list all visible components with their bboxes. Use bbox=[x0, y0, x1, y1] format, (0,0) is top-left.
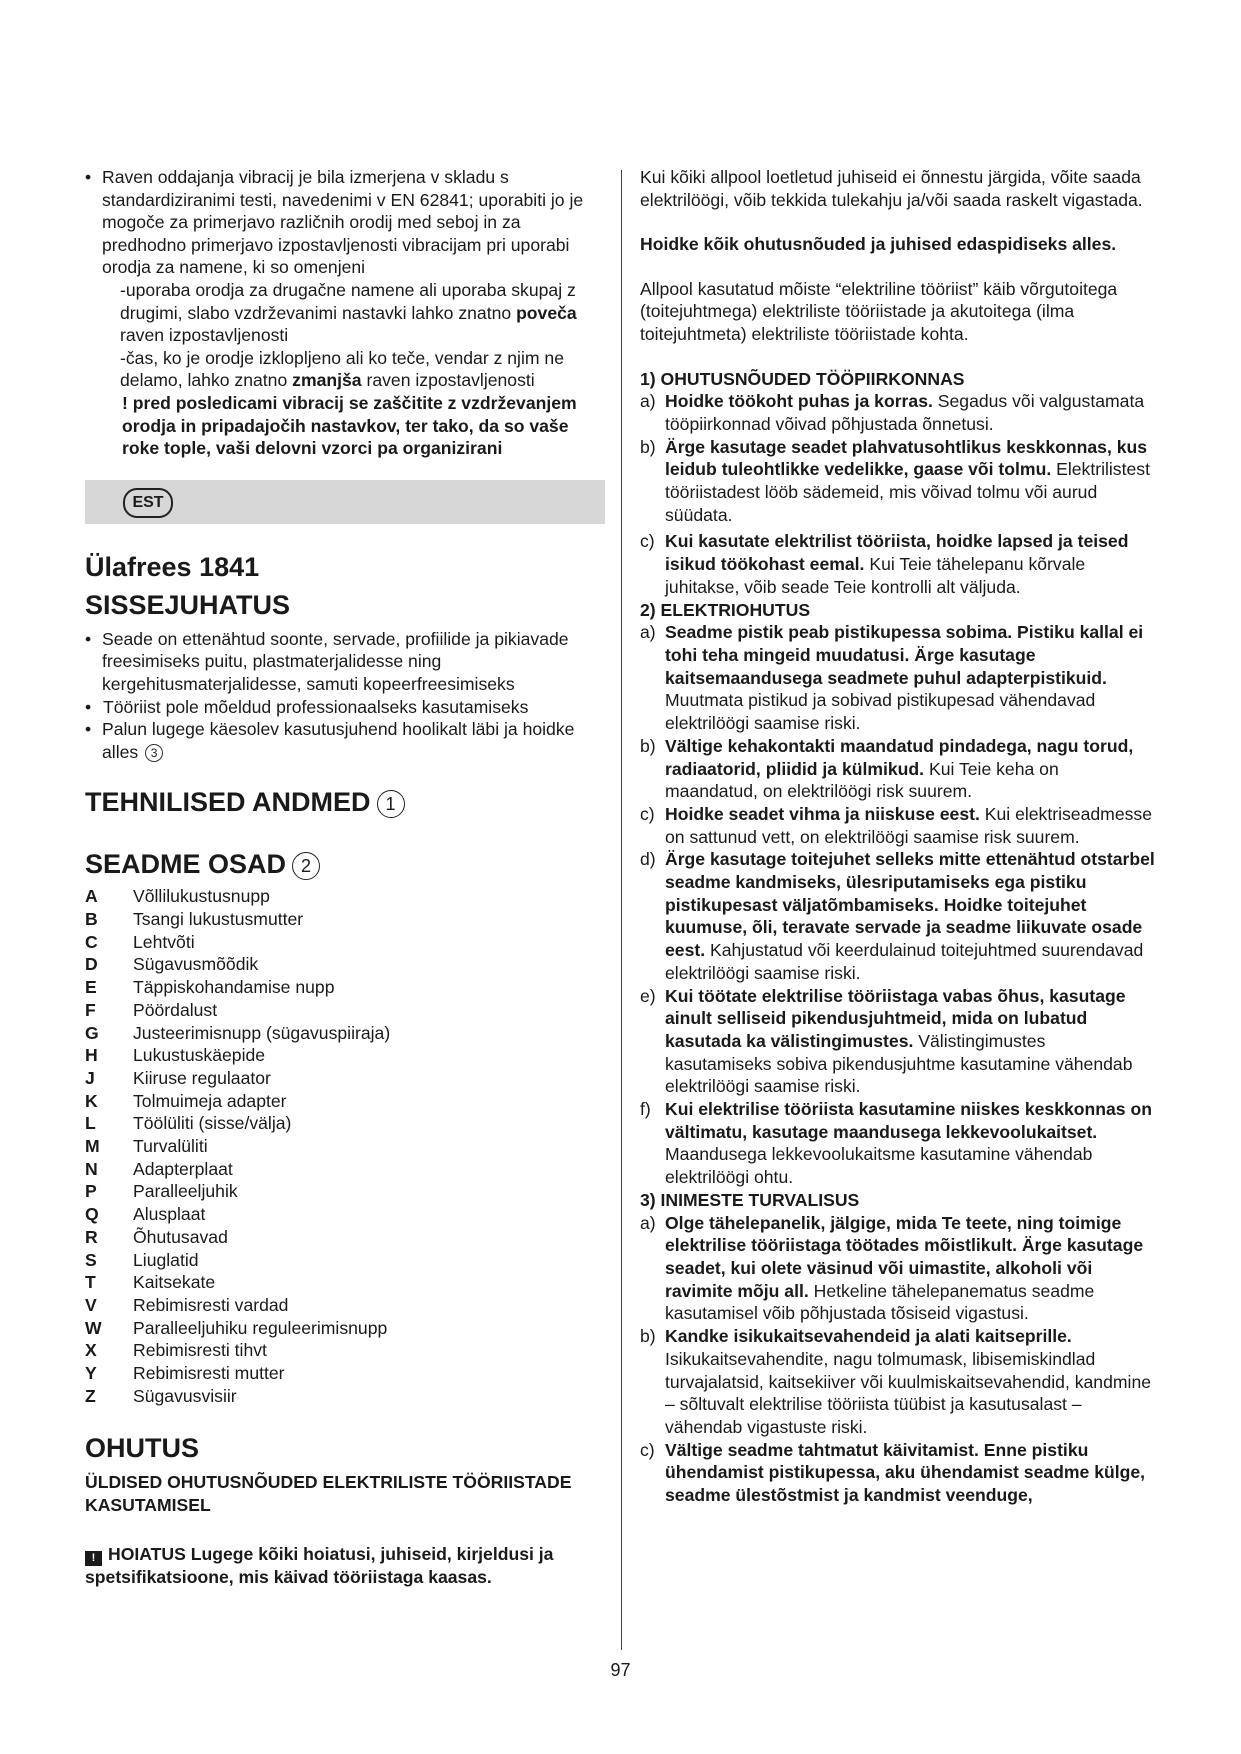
safety-intro-2: Hoidke kõik ohutusnõuded ja juhised edaspidiseks alles. bbox=[640, 234, 1117, 255]
list-item: C Lehtvõti bbox=[85, 931, 195, 952]
list-item: R Õhutusavad bbox=[85, 1226, 228, 1247]
list-item: d) Ärge kasutage toitejuhet selleks mitte ettenähtud otstarbel seadme kandmiseks, ülesriputamiseks ega pistiku pistikupesast väljatõmbamiseks. Hoidke toitejuhet kuumuse, õli, teravate servade ja seadme liikuvate osade eest. Kahjustatud või keerdulainud toitejuhtmed suurendavad elektrilöögi saamise riski. bbox=[640, 849, 1155, 983]
list-item: a) Hoidke töökoht puhas ja korras. Segadus või valgustamata tööpiirkonnad võivad põhjustada õnnetusi. bbox=[640, 391, 1145, 434]
safety-intro-3: Allpool kasutatud mõiste “elektriline tööriist” käib võrgutoitega (toitejuhtmega) elektriliste tööriistade ja akutoitega (ilma toitejuhtmeta) elektriliste tööriistade kohta. bbox=[640, 278, 1118, 344]
figure-ref: 3 bbox=[145, 744, 163, 762]
safety-title: OHUTUS bbox=[85, 1433, 199, 1464]
list-item: J Kiiruse regulaator bbox=[85, 1067, 271, 1088]
list-item: A Võllilukustusnupp bbox=[85, 886, 270, 907]
list-item: a) Seadme pistik peab pistikupessa sobima. Pistiku kallal ei tohi teha mingeid muudatusi. Ärge kasutage kaitsemaandusega seadmete puhul adapterpistikuid. Muutmata pistikud ja sobivad pistikupesad vähendavad elektrilöögi saamise riski. bbox=[640, 622, 1144, 734]
column-divider bbox=[621, 170, 622, 1650]
vibration-bullet: • Raven oddajanja vibracij je bila izmerjena v skladu s standardiziranimi testi, navedenimi v EN 62841; uporabiti jo je mogoče za primerjavo različnih orodij med seboj in za predhodno primerjavo izpostavljenosti vibracijam pri uporabi orodja za namene, ki so omenjeni bbox=[85, 166, 605, 279]
list-item: M Turvalüliti bbox=[85, 1136, 208, 1157]
list-item: S Liuglatid bbox=[85, 1249, 199, 1270]
list-item: b) Vältige kehakontakti maandatud pindadega, nagu torud, radiaatorid, pliidid ja külmikud. Kui Teie keha on maandatud, on elektrilöögi risk suurem. bbox=[640, 735, 1134, 802]
list-item: W Paralleeljuhiku reguleerimisnupp bbox=[85, 1317, 388, 1338]
list-item: c) Vältige seadme tahtmatut käivitamist. Enne pistiku ühendamist pistikupessa, aku ühendamist seadme külge, seadme ülestõstmist ja kandmist veenduge, bbox=[640, 1439, 1146, 1506]
list-item: T Kaitsekate bbox=[85, 1272, 216, 1293]
list-item: Z Sügavusvisiir bbox=[85, 1385, 237, 1406]
list-item: B Tsangi lukustusmutter bbox=[85, 908, 304, 929]
page-number: 97 bbox=[610, 1660, 631, 1680]
vibration-sub-1: -uporaba orodja za drugačne namene ali uporaba skupaj z drugimi, slabo vzdrževanimi nastavki lahko znatno poveča raven izpostavljenosti bbox=[120, 279, 577, 346]
vibration-sub-2: -čas, ko je orodje izklopljeno ali ko teče, vendar z njim ne delamo, lahko znatno zmanjša raven izpostavljenosti bbox=[120, 347, 564, 391]
parts-title: SEADME OSAD 2 bbox=[85, 847, 605, 881]
list-item: Y Rebimisresti mutter bbox=[85, 1363, 285, 1384]
list-item: c) Kui kasutate elektrilist tööriista, hoidke lapsed ja teised isikud töökohast eemal. Kui Teie tähelepanu kõrvale juhitakse, võib seade Teie kontrolli alt väljuda. bbox=[640, 531, 1129, 597]
warning-text: ! HOIATUS Lugege kõiki hoiatusi, juhiseid, kirjeldusi ja spetsifikatsioone, mis käivad tööriistaga kaasas. bbox=[85, 1544, 554, 1588]
list-item: V Rebimisresti vardad bbox=[85, 1294, 289, 1315]
safety-intro-1: Kui kõiki allpool loetletud juhiseid ei õnnestu järgida, võite saada elektrilöögi, võib tekkida tulekahju ja/või saada raskelt vigastada. bbox=[640, 167, 1143, 210]
list-item: K Tolmuimeja adapter bbox=[85, 1090, 287, 1111]
section-title: 2) ELEKTRIOHUTUS bbox=[640, 599, 811, 620]
list-item: H Lukustuskäepide bbox=[85, 1045, 266, 1066]
vibration-warning: ! pred posledicami vibracij se zaščitite z vzdrževanjem orodja in pripadajočih nastavkov, ter tako, da so vaše roke tople, vaši delovni vzorci pa organizirani bbox=[122, 392, 577, 459]
parts-list bbox=[85, 885, 605, 1407]
list-item: e) Kui töötate elektrilise tööriistaga vabas õhus, kasutage ainult selliseid pikendusjuhtmeid, mida on lubatud kasutada ka välistingimustes. Välistingimustes kasutamiseks sobiva pikendusjuhtme kasutamine vähendab elektrilöögi saamise riski. bbox=[640, 985, 1133, 1097]
list-item: X Rebimisresti tihvt bbox=[85, 1340, 267, 1361]
tech-title: TEHNILISED ANDMED 1 bbox=[85, 785, 605, 819]
figure-ref: 2 bbox=[292, 852, 320, 880]
product-title: Ülafrees 1841 bbox=[85, 551, 260, 582]
intro-bullet: • Tööriist pole mõeldud professionaalseks kasutamiseks bbox=[85, 696, 605, 719]
intro-bullet: • Seade on ettenähtud soonte, servade, profiilide ja pikiavade freesimiseks puitu, plastmaterjalidesse ning kergehitusmaterjalidesse, samuti kopeerfreesimiseks bbox=[85, 628, 605, 696]
list-item: a) Olge tähelepanelik, jälgige, mida Te teete, ning toimige elektrilise tööriistaga töötades mõistlikult. Ärge kasutage seadet, kui olete väsinud või uimastite, alkoholi või ravimite mõju all. Hetkeline tähelepanematus seadme kasutamisel võib põhjustada tõsiseid vigastusi. bbox=[640, 1212, 1144, 1324]
language-bar bbox=[85, 480, 605, 524]
list-item: D Sügavusmõõdik bbox=[85, 954, 259, 975]
left-column bbox=[85, 166, 605, 1589]
list-item: G Justeerimisnupp (sügavuspiiraja) bbox=[85, 1022, 391, 1043]
intro-list bbox=[85, 628, 605, 764]
list-item: L Töölüliti (sisse/välja) bbox=[85, 1113, 292, 1134]
list-item: F Pöördalust bbox=[85, 999, 218, 1020]
list-item: b) Ärge kasutage seadet plahvatusohtlikus keskkonnas, kus leidub tuleohtlikke vedelikke, gaase või tolmu. Elektrilistest tööriistadest lööb sädemeid, mis võivad tolmu või aurud süüdata. bbox=[640, 436, 1150, 525]
warning-icon: ! bbox=[85, 1551, 102, 1566]
safety-subtitle: ÜLDISED OHUTUSNÕUDED ELEKTRILISTE TÖÖRIISTADE KASUTAMISEL bbox=[85, 1472, 572, 1516]
section-title: 3) INIMESTE TURVALISUS bbox=[640, 1189, 860, 1210]
intro-bullet: • Palun lugege käesolev kasutusjuhend hoolikalt läbi ja hoidke alles 3 bbox=[85, 718, 605, 763]
list-item: P Paralleeljuhik bbox=[85, 1181, 238, 1202]
list-item: N Adapterplaat bbox=[85, 1158, 233, 1179]
right-column bbox=[640, 166, 1156, 1507]
list-item: f) Kui elektrilise tööriista kasutamine niiskes keskkonnas on vältimatu, kasutage maandusega lekkevoolukaitset. Maandusega lekkevoolukaitsme kasutamine vähendab elektrilöögi ohtu. bbox=[640, 1099, 1152, 1188]
section-title: 1) OHUTUSNÕUDED TÖÖPIIRKONNAS bbox=[640, 368, 965, 389]
figure-ref: 1 bbox=[377, 790, 405, 818]
list-item: Q Alusplaat bbox=[85, 1204, 206, 1225]
intro-title: SISSEJUHATUS bbox=[85, 589, 291, 620]
list-item: b) Kandke isikukaitsevahendeid ja alati kaitseprille. Isikukaitsevahendite, nagu tolmumask, libisemiskindlad turvajalatsid, kaitsekiiver või kuulmiskaitsevahendid, kandmine – sõltuvalt elektrilise tööriista tüübist ja kasutusalast – vähendab vigastuste riski. bbox=[640, 1326, 1152, 1437]
list-item: E Täppiskohandamise nupp bbox=[85, 977, 335, 998]
list-item: c) Hoidke seadet vihma ja niiskuse eest. Kui elektriseadmesse on sattunud vett, on elektrilöögi saamise risk suurem. bbox=[640, 803, 1152, 847]
language-badge: EST bbox=[123, 488, 173, 518]
